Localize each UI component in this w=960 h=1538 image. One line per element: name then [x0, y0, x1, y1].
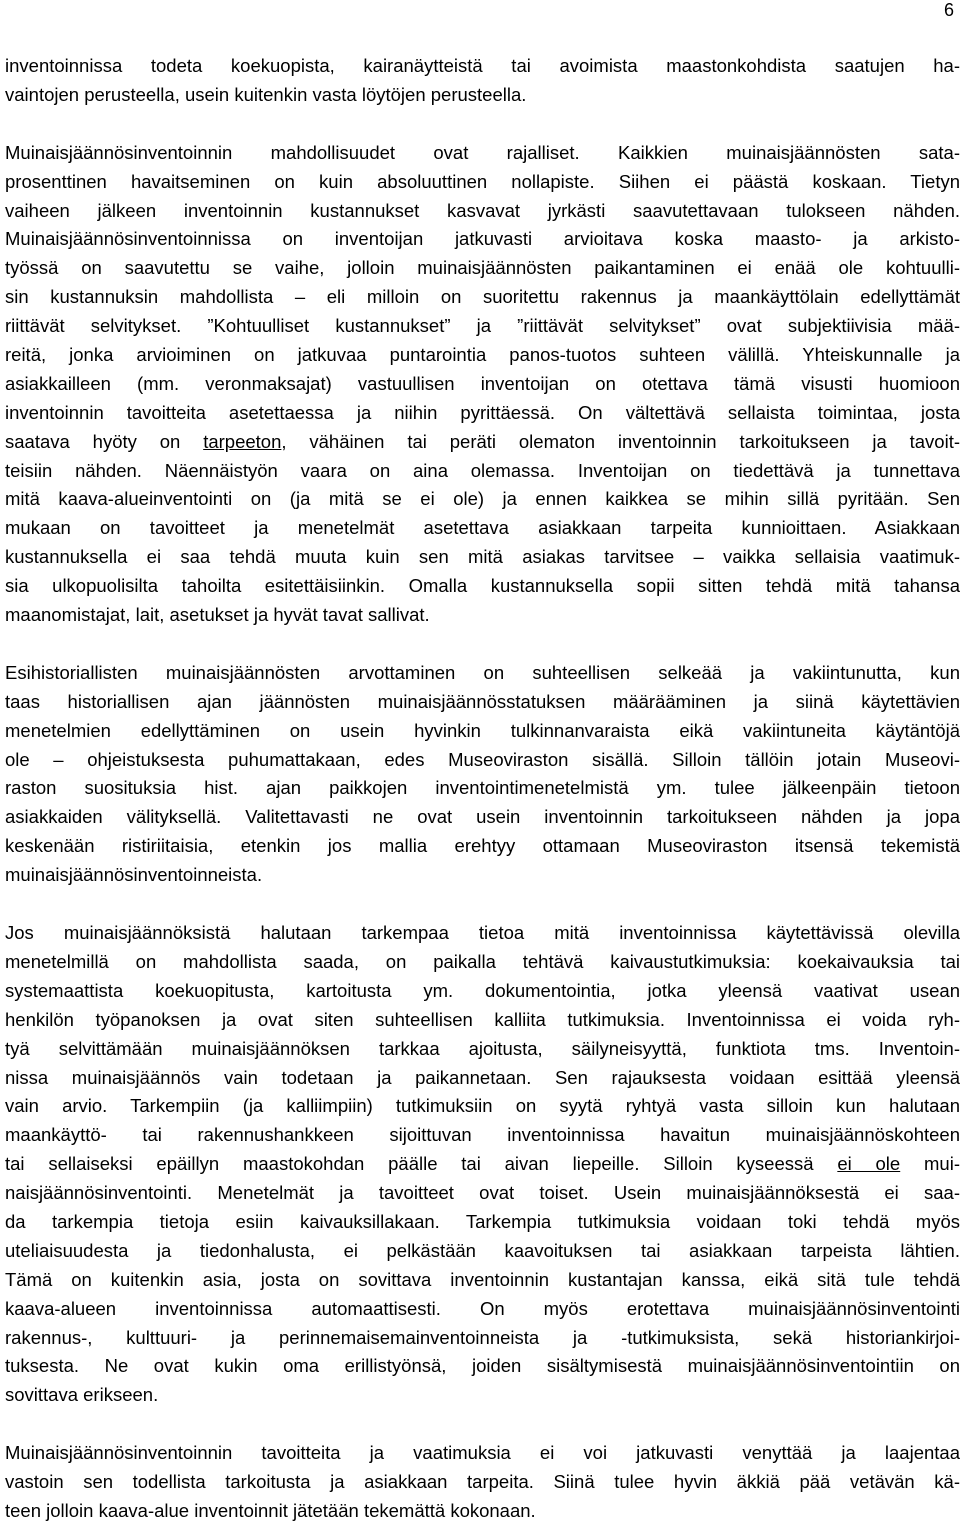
text-line: Muinaisjäännösinventoinnin mahdollisuudet ovat rajalliset. Kaikkien muinaisjäännösten sata- [5, 141, 960, 163]
paragraph-gap [5, 1410, 960, 1439]
text-line: riittävät selvitykset. ”Kohtuulliset kustannukset” ja ”riittävät selvitykset” ovat subjektiivisia mää- [5, 315, 960, 337]
underlined-text: tarpeeton [203, 430, 282, 452]
text-line: mitä kaava-alueinventointi on (ja mitä se ei ole) ja ennen kaikkea se mihin sillä pyritään. Sen [5, 488, 960, 510]
text-line: taas historiallisen ajan jäännösten muinaisjäännösstatuksen määrääminen ja siinä käytettävien [5, 690, 960, 712]
text-line: Muinaisjäännösinventoinnin tavoitteita ja vaatimuksia ei voi jatkuvasti venyttää ja laajentaa [5, 1442, 960, 1464]
text-segment: , vähäinen tai peräti olematon inventoinnin tarkoitukseen ja tavoit- [281, 430, 960, 452]
text-line: vaiheen jälkeen inventoinnin kustannukset kasvavat jyrkästi saavutettavaan tulokseen nähden. [5, 199, 960, 221]
text-line: Jos muinaisjäännöksistä halutaan tarkempaa tietoa mitä inventoinnissa käytettävissä olevilla [5, 922, 960, 944]
text-line [5, 428, 960, 457]
document-body [5, 52, 960, 1526]
text-line: keskenään ristiriitaisia, etenkin jos mallia erehtyy ottamaan Museoviraston itsensä tekemistä [5, 835, 960, 857]
page-number: 6 [943, 0, 954, 20]
paragraph [5, 1439, 960, 1526]
text-line: raston suosituksia hist. ajan paikkojen inventointimenetelmistä ym. tulee jälkeenpäin tietoon [5, 777, 960, 799]
text-line: systemaattista koekuopitusta, kartoitusta ym. dokumentointia, jotka yleensä vaativat usean [5, 979, 960, 1001]
text-line: da tarkempia tietoja esiin kaivauksillakaan. Tarkempia tutkimuksia voidaan toki tehdä myös [5, 1210, 960, 1232]
text-line: henkilön työpanoksen ja ovat siten suhteellisen kalliita tutkimuksia. Inventoinnissa ei voida ryh- [5, 1008, 960, 1030]
text-line: uteliaisuudesta ja tiedonhalusta, ei pelkästään kaavoituksen tai asiakkaan tarpeista lähtien. [5, 1239, 960, 1261]
paragraph [5, 659, 960, 890]
text-line: asiakkailleen (mm. veronmaksajat) vastuullisen inventoijan on otettava tämä visusti huomioon [5, 372, 960, 394]
text-line: työssä on saavutettu se vaihe, jolloin muinaisjäännösten paikantaminen ei enää ole kohtuulli- [5, 257, 960, 279]
text-line: prosenttinen havaitseminen on kuin absoluuttinen nollapiste. Siihen ei päästä koskaan. Tietyn [5, 170, 960, 192]
text-line: vain arvio. Tarkempiin (ja kalliimpiin) tutkimuksiin on syytä ryhtyä vasta silloin kun halutaan [5, 1095, 960, 1117]
underlined-text: ei ole [837, 1153, 901, 1175]
paragraph [5, 52, 960, 110]
text-line: mukaan on tavoitteet ja menetelmät asetettava asiakkaan tarpeita kunnioittaen. Asiakkaan [5, 517, 960, 539]
text-line: Tämä on kuitenkin asia, josta on sovittava inventoinnin kustantajan kanssa, eikä sitä tule tehdä [5, 1268, 960, 1290]
text-line: inventoinnin tavoitteita asetettaessa ja niihin pyrittäessä. On vältettävä sellaista toimintaa, josta [5, 401, 960, 423]
text-line: tyä selvittämään muinaisjäännöksen tarkkaa ajoitusta, säilyneisyyttä, funktiota tms. Inventoin- [5, 1037, 960, 1059]
paragraph [5, 919, 960, 1410]
text-segment: mui- [900, 1153, 960, 1175]
paragraph-gap [5, 890, 960, 919]
text-line: ole – ohjeistuksesta puhumattakaan, edes Museoviraston sisällä. Silloin tällöin jotain Museovi- [5, 748, 960, 770]
paragraph-gap [5, 110, 960, 139]
text-line: Esihistoriallisten muinaisjäännösten arvottaminen on suhteellisen selkeää ja vakiintunutta, kun [5, 661, 960, 683]
text-line: muinaisjäännösinventoinneista. [5, 864, 263, 886]
text-line: asiakkaiden välityksellä. Valitettavasti ne ovat usein inventoinnin tarkoitukseen nähden ja jopa [5, 806, 960, 828]
text-line: teen jolloin kaava-alue inventoinnit jätetään tekemättä kokonaan. [5, 1499, 536, 1521]
text-line: sin kustannuksin mahdollista – eli milloin on suoritettu rakennus ja maankäyttölain edellyttämät [5, 286, 960, 308]
text-line: Muinaisjäännösinventoinnissa on inventoijan jatkuvasti arvioitava koska maasto- ja arkisto- [5, 228, 960, 250]
text-line: rakennus-, kulttuuri- ja perinnemaisemainventoinneista ja -tutkimuksista, sekä historiankirjoi- [5, 1326, 960, 1348]
text-line: kustannuksella ei saa tehdä muuta kuin sen mitä asiakas tarvitsee – vaikka sellaisia vaatimuk- [5, 546, 960, 568]
text-line: vastoin sen todellista tarkoitusta ja asiakkaan tarpeita. Siinä tulee hyvin äkkiä pää vetävän kä- [5, 1471, 960, 1493]
text-line: vaintojen perusteella, usein kuitenkin vasta löytöjen perusteella. [5, 83, 527, 105]
text-line [5, 1150, 960, 1179]
text-line: reitä, jonka arvioiminen on jatkuvaa puntarointia panos-tuotos suhteen välillä. Yhteiskunnalle ja [5, 344, 960, 366]
text-line: sovittava erikseen. [5, 1384, 159, 1406]
text-line: naisjäännösinventointi. Menetelmät ja tavoitteet ovat toiset. Usein muinaisjäännöksestä ei saa- [5, 1182, 960, 1204]
text-segment: saatava hyöty on [5, 430, 204, 452]
text-line: tuksesta. Ne ovat kukin oma erillistyönsä, joiden sisältymisestä muinaisjäännösinventointiin on [5, 1355, 960, 1377]
text-line: inventoinnissa todeta koekuopista, kairanäytteistä tai avoimista maastonkohdista saatujen ha- [5, 55, 960, 76]
text-line: maanomistajat, lait, asetukset ja hyvät tavat sallivat. [5, 604, 430, 626]
paragraph-gap [5, 630, 960, 659]
text-segment: tai sellaiseksi epäillyn maastokohdan päälle tai aivan liepeille. Silloin kyseessä [5, 1153, 838, 1175]
text-line: maankäyttö- tai rakennushankkeen sijoittuvan inventoinnissa havaitun muinaisjäännöskohteen [5, 1124, 960, 1146]
text-line: menetelmillä on mahdollista saada, on paikalla tehtävä kaivaustutkimuksia: koekaivauksia tai [5, 950, 960, 972]
text-line: sia ulkopuolisilta tahoilta esitettäisiinkin. Omalla kustannuksella sopii sitten tehdä mitä tahansa [5, 575, 960, 597]
text-line: nissa muinaisjäännös vain todetaan ja paikannetaan. Sen rajauksesta voidaan esittää yleensä [5, 1066, 960, 1088]
paragraph [5, 139, 960, 630]
text-line: teisiin nähden. Näennäistyön vaara on aina olemassa. Inventoijan on tiedettävä ja tunnettava [5, 459, 960, 481]
text-line: menetelmien edellyttäminen on usein hyvinkin tulkinnanvaraista eikä vakiintuneita käytäntöjä [5, 719, 960, 741]
text-line: kaava-alueen inventoinnissa automaattisesti. On myös erotettava muinaisjäännösinventointi [5, 1297, 960, 1319]
